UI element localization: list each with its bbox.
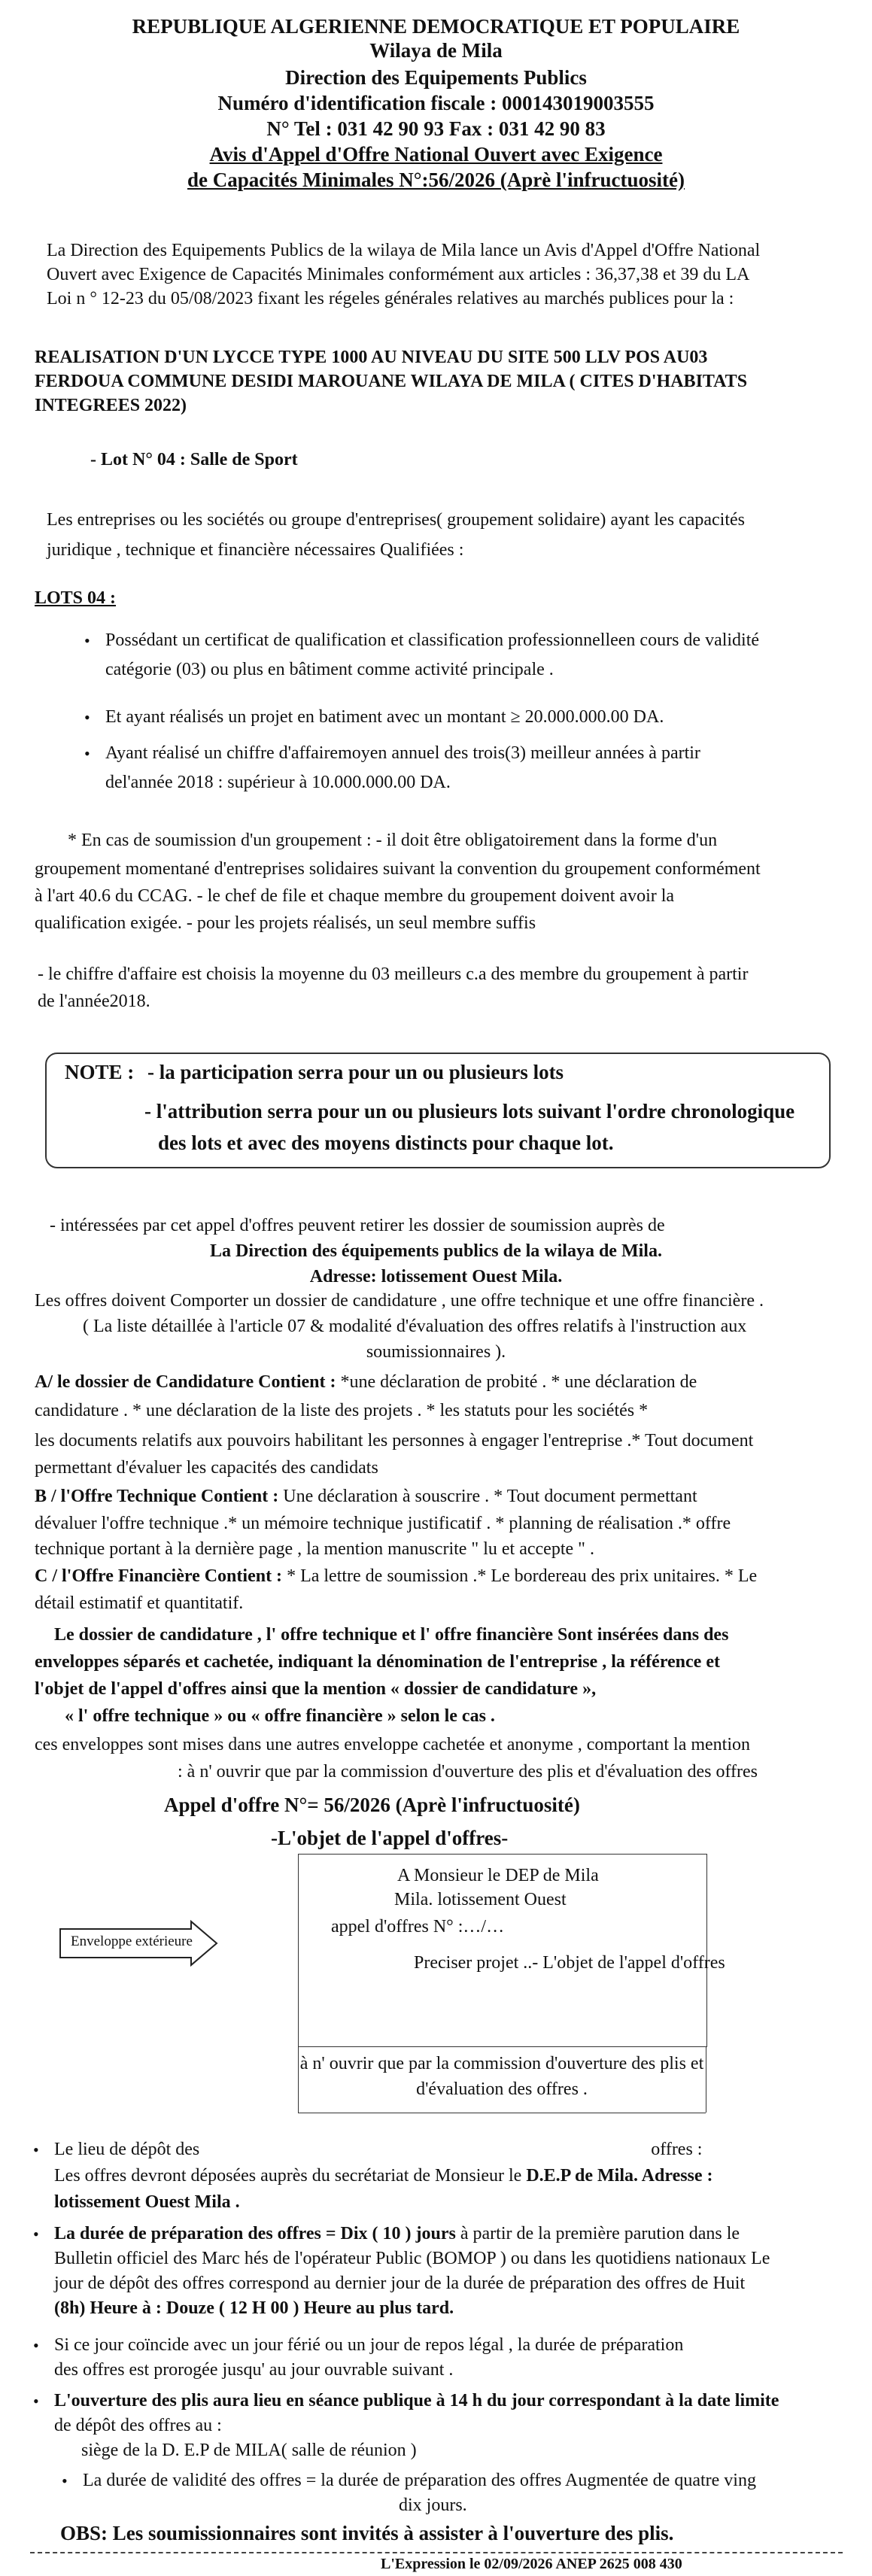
duree-line-1b: à partir de la première parution dans le <box>455 2224 740 2243</box>
retrieval-line-1: - intéressées par cet appel d'offres peuvent retirer les dossier de soumission auprès de <box>50 1216 665 1235</box>
bullet-icon: • <box>33 2336 39 2355</box>
envelope-arrow-label: Enveloppe extérieure <box>71 1934 193 1949</box>
ferie-line-1: Si ce jour coïncide avec un jour férié ou un jour de repos légal , la durée de préparation <box>54 2335 684 2355</box>
note-line-2: - l'attribution serra pour un ou plusieurs lots suivant l'ordre chronologique <box>144 1100 795 1122</box>
criteria-1-line-2: catégorie (03) ou plus en bâtiment comme activité principale . <box>105 660 554 679</box>
criteria-3-line-2: del'année 2018 : supérieur à 10.000.000.00 DA. <box>105 773 451 792</box>
criteria-bullet-3 <box>84 742 700 794</box>
note-line-1: - la participation serra pour un ou plusieurs lots <box>147 1061 564 1083</box>
dossier-b-line-3: technique portant à la dernière page , la mention manuscrite " lu et accepte " . <box>35 1539 594 1559</box>
nif-line: Numéro d'identification fiscale : 000143019003555 <box>217 92 655 114</box>
avis-title-1: Avis d'Appel d'Offre National Ouvert avec Exigence <box>209 143 663 166</box>
duree-line-2: Bulletin officiel des Marc hés de l'opérateur Public (BOMOP ) ou dans les quotidiens nationaux Le <box>54 2249 770 2268</box>
project-line-3: INTEGREES 2022) <box>35 396 187 415</box>
envelope-inner-1: à n' ouvrir que par la commission d'ouverture des plis et <box>299 2054 704 2073</box>
dossier-a-line-4: permettant d'évaluer les capacités des candidats <box>35 1458 378 1478</box>
intro-line-2: Ouvert avec Exigence de Capacités Minimales conformément aux articles : 36,37,38 et 39 du LA <box>47 265 750 284</box>
dossier-a-line-3: les documents relatifs aux pouvoirs habilitant les personnes à engager l'entreprise .* Tout document <box>35 1431 754 1451</box>
dossier-a-label: A/ le dossier de Candidature Contient : <box>35 1372 336 1392</box>
obs-line: OBS: Les soumissionnaires sont invités à assister à l'ouverture des plis. <box>60 2522 674 2544</box>
lieu-line-3: lotissement Ouest Mila . <box>54 2192 240 2212</box>
ouverture-line-1: L'ouverture des plis aura lieu en séance publique à 14 h du jour correspondant à la date limite <box>54 2391 779 2410</box>
retrieval-line-5: ( La liste détaillée à l'article 07 & modalité d'évaluation des offres relatifs à l'instruction aux <box>83 1317 747 1336</box>
condition-ferie <box>33 2334 684 2382</box>
dossier-c-line-2: détail estimatif et quantitatif. <box>35 1593 244 1613</box>
retrieval-direction: La Direction des équipements publics de la wilaya de Mila. <box>210 1241 662 1261</box>
footer-divider <box>30 2552 843 2553</box>
retrieval-line-4: Les offres doivent Comporter un dossier de candidature , une offre technique et une offre financière . <box>35 1291 764 1311</box>
group-line-4: qualification exigée. - pour les projets réalisés, un seul membre suffis <box>35 913 536 933</box>
dossier-a-line-1 <box>35 1371 697 1393</box>
direction-title: Direction des Equipements Publics <box>285 66 587 89</box>
avis-title-2: de Capacités Minimales N°:56/2026 (Aprè l'infructuosité) <box>187 169 685 191</box>
condition-duree <box>33 2222 770 2320</box>
duree-line-4: (8h) Heure à : Douze ( 12 H 00 ) Heure au plus tard. <box>54 2298 454 2318</box>
eligibility-line-2: juridique , technique et financière nécessaires Qualifiées : <box>47 540 464 560</box>
retrieval-line-6: soumissionnaires ). <box>366 1342 506 1362</box>
intro-line-1: La Direction des Equipements Publics de la wilaya de Mila lance un Avis d'Appel d'Offre National <box>47 241 761 260</box>
project-line-1: REALISATION D'UN LYCCE TYPE 1000 AU NIVEAU DU SITE 500 LLV POS AU03 <box>35 348 708 367</box>
intro-line-3: Loi n ° 12-23 du 05/08/2023 fixant les régeles générales relatives au marchés publices pour la : <box>47 289 734 308</box>
ferie-line-2: des offres est prorogée jusqu' au jour ouvrable suivant . <box>54 2360 454 2380</box>
lieu-line-1b: offres : <box>651 2140 703 2159</box>
ouverture-line-3: siège de la D. E.P de MILA( salle de réunion ) <box>81 2441 417 2460</box>
group-line-3: à l'art 40.6 du CCAG. - le chef de file et chaque membre du groupement doivent avoir la <box>35 886 675 906</box>
dossier-a-line-2: candidature . * une déclaration de la liste des projets . * les statuts pour les sociétés * <box>35 1401 649 1420</box>
bullet-icon: • <box>62 2471 68 2490</box>
lots-heading: LOTS 04 : <box>35 588 117 608</box>
criteria-2-line: Et ayant réalisés un projet en batiment avec un montant ≥ 20.000.000.00 DA. <box>105 707 664 727</box>
dossier-c-label: C / l'Offre Financière Contient : <box>35 1566 283 1586</box>
lieu-line-2b: D.E.P de Mila. Adresse : <box>526 2166 713 2186</box>
condition-validite <box>62 2469 756 2517</box>
envelope-inner-2: d'évaluation des offres . <box>416 2079 588 2099</box>
lieu-line-1a: Le lieu de dépôt des <box>54 2140 200 2159</box>
validite-line-2: dix jours. <box>399 2496 467 2515</box>
dossier-b-line-2: dévaluer l'offre technique .* un mémoire technique justificatif . * planning de réalisation .* offre <box>35 1514 731 1533</box>
validite-line-1: La durée de validité des offres = la durée de préparation des offres Augmentée de quatre ving <box>83 2471 756 2490</box>
bullet-icon: • <box>33 2392 39 2410</box>
envelope-preciser: Preciser projet ..- L'objet de l'appel d'offres <box>414 1953 725 1973</box>
note-label: NOTE : <box>65 1061 135 1083</box>
dossier-c-text: * La lettre de soumission .* Le bordereau des prix unitaires. * Le <box>282 1566 758 1586</box>
criteria-bullet-1 <box>84 629 760 682</box>
duree-line-3: jour de dépôt des offres correspond au dernier jour de la durée de préparation des offres de Huit <box>54 2274 746 2293</box>
bullet-icon: • <box>84 631 90 650</box>
duree-line-1a: La durée de préparation des offres = Dix ( 10 ) jours <box>54 2224 456 2243</box>
bullet-icon: • <box>84 708 90 727</box>
retrieval-address: Adresse: lotissement Ouest Mila. <box>309 1267 563 1286</box>
group-line-2: groupement momentané d'entreprises solidaires suivant la convention du groupement conformément <box>35 859 761 879</box>
envelope-objet-title: -L'objet de l'appel d'offres- <box>271 1827 509 1849</box>
lot-line: - Lot N° 04 : Salle de Sport <box>90 450 298 469</box>
criteria-bullet-2 <box>84 706 664 729</box>
envelope-to-1: A Monsieur le DEP de Mila <box>397 1866 599 1885</box>
envelope-to-2: Mila. lotissement Ouest <box>394 1890 567 1909</box>
dossier-c-line-1 <box>35 1565 757 1587</box>
envelope-instr-4: « l' offre technique » ou « offre financière » selon le cas . <box>65 1706 495 1726</box>
criteria-3-line-1: Ayant réalisé un chiffre d'affairemoyen annuel des trois(3) meilleur années à partir <box>105 743 700 763</box>
dossier-b-line-1 <box>35 1485 697 1508</box>
dossier-b-text: Une déclaration à souscrire . * Tout document permettant <box>278 1487 697 1506</box>
criteria-1-line-1: Possédant un certificat de qualification et classification professionnelleen cours de validité <box>105 630 760 650</box>
envelope-instr-2: enveloppes séparés et cachetée, indiquant la dénomination de l'entreprise , la référence et <box>35 1652 720 1672</box>
eligibility-line-1: Les entreprises ou les sociétés ou groupe d'entreprises( groupement solidaire) ayant les capacités <box>47 510 745 530</box>
republic-title: REPUBLIQUE ALGERIENNE DEMOCRATIQUE ET POPULAIRE <box>132 15 740 38</box>
bullet-icon: • <box>84 744 90 763</box>
condition-lieu <box>33 2138 713 2214</box>
condition-ouverture <box>33 2389 779 2462</box>
bullet-icon: • <box>33 2140 39 2159</box>
envelope-ao-number: appel d'offres N° :…/… <box>331 1917 505 1937</box>
project-line-2: FERDOUA COMMUNE DESIDI MAROUANE WILAYA DE MILA ( CITES D'HABITATS <box>35 372 748 391</box>
publication-source: L'Expression le 02/09/2026 ANEP 2625 008 430 <box>376 2555 687 2573</box>
envelope-instr-5: ces enveloppes sont mises dans une autres enveloppe cachetée et anonyme , comportant la mention <box>35 1735 751 1754</box>
wilaya-title: Wilaya de Mila <box>369 39 503 62</box>
dossier-a-text: *une déclaration de probité . * une déclaration de <box>336 1372 697 1392</box>
lieu-line-2a: Les offres devront déposées auprès du secrétariat de Monsieur le <box>54 2166 527 2186</box>
tel-fax-line: N° Tel : 031 42 90 93 Fax : 031 42 90 83 <box>266 117 606 140</box>
envelope-instr-6: : à n' ouvrir que par la commission d'ouverture des plis et d'évaluation des offres <box>178 1762 758 1782</box>
envelope-instr-1: Le dossier de candidature , l' offre technique et l' offre financière Sont insérées dans des <box>54 1625 729 1645</box>
ca-line-2: de l'année2018. <box>38 992 150 1011</box>
bullet-icon: • <box>33 2225 39 2243</box>
envelope-appel-title: Appel d'offre N°= 56/2026 (Aprè l'infructuosité) <box>164 1794 580 1816</box>
group-line-1: * En cas de soumission d'un groupement : - il doit être obligatoirement dans la forme d'un <box>68 831 718 850</box>
envelope-separator <box>298 2046 706 2047</box>
ouverture-line-2: de dépôt des offres au : <box>54 2416 222 2435</box>
note-line-3: des lots et avec des moyens distincts pour chaque lot. <box>158 1132 614 1154</box>
ca-line-1: - le chiffre d'affaire est choisis la moyenne du 03 meilleurs c.a des membre du groupement à partir <box>38 964 749 984</box>
envelope-instr-3: l'objet de l'appel d'offres ainsi que la mention « dossier de candidature », <box>35 1679 597 1699</box>
dossier-b-label: B / l'Offre Technique Contient : <box>35 1487 279 1506</box>
